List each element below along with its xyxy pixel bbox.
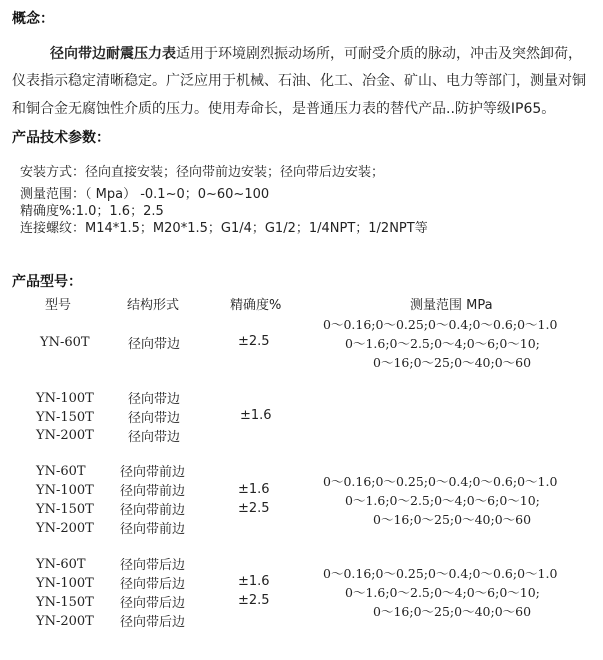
structure-cell: 径向带边 [128,337,181,352]
accuracy-cell: ±2.5 [238,501,270,516]
concept-line-2: 仪表指示稳定清晰稳定。广泛应用于机械、石油、化工、冶金、矿山、电力等部门，测量对铜 [12,73,586,89]
model-cell: YN-100T [36,483,94,498]
structure-cell: 径向带前边 [120,522,186,537]
concept-line-3: 和铜合金无腐蚀性介质的压力。使用寿命长，是普通压力表的替代产品..防护等级IP65。 [12,101,556,117]
accuracy-cell: ±1.6 [238,574,270,589]
range-cell: 0～0.16;0～0.25;0～0.4;0～0.6;0～1.0 [323,317,558,332]
spec-line: 连接螺纹：M14*1.5；M20*1.5；G1/4；G1/2；1/4NPT；1/2NPT等 [20,221,428,236]
range-cell: 0～16;0～25;0～40;0～60 [373,512,532,527]
structure-cell: 径向带后边 [120,558,186,573]
header-accuracy: 精确度% [230,298,282,313]
accuracy-cell: ±2.5 [238,334,270,349]
structure-cell: 径向带边 [128,392,181,407]
specs-heading: 产品技术参数： [12,130,110,146]
structure-cell: 径向带边 [128,430,181,445]
spec-line: 精确度%:1.0；1.6；2.5 [20,204,164,219]
range-cell: 0～0.16;0～0.25;0～0.4;0～0.6;0～1.0 [323,566,558,581]
range-cell: 0～1.6;0～2.5;0～4;0～6;0～10; [345,336,540,351]
structure-cell: 径向带后边 [120,596,186,611]
model-cell: YN-150T [36,502,94,517]
concept-heading: 概念： [12,11,54,27]
accuracy-cell: ±1.6 [240,408,272,423]
structure-cell: 径向带后边 [120,615,186,630]
product-name: 径向带边耐震压力表 [50,46,176,62]
header-structure: 结构形式 [127,298,180,313]
model-cell: YN-200T [36,428,94,443]
model-cell: YN-100T [36,576,94,591]
range-cell: 0～16;0～25;0～40;0～60 [373,604,532,619]
structure-cell: 径向带前边 [120,465,186,480]
concept-line-1-text: 适用于环境剧烈振动场所，可耐受介质的脉动，冲击及突然卸荷， [176,46,582,62]
structure-cell: 径向带前边 [120,503,186,518]
structure-cell: 径向带前边 [120,484,186,499]
spec-line: 安装方式：径向直接安装；径向带前边安装；径向带后边安装； [20,165,385,180]
structure-cell: 径向带边 [128,411,181,426]
range-cell: 0～1.6;0～2.5;0～4;0～6;0～10; [345,493,540,508]
accuracy-cell: ±1.6 [238,482,270,497]
structure-cell: 径向带后边 [120,577,186,592]
model-cell: YN-150T [36,595,94,610]
spec-line: 测量范围：（ Mpa） -0.1~0；0~60~100 [20,187,270,202]
header-range: 测量范围 MPa [410,298,493,313]
accuracy-cell: ±2.5 [238,593,270,608]
model-cell: YN-60T [36,557,86,572]
model-cell: YN-100T [36,391,94,406]
models-heading: 产品型号： [12,274,82,290]
header-model: 型号 [45,298,72,313]
range-cell: 0～0.16;0～0.25;0～0.4;0～0.6;0～1.0 [323,474,558,489]
model-cell: YN-60T [36,464,86,479]
range-cell: 0～16;0～25;0～40;0～60 [373,355,532,370]
concept-line-1 [50,43,582,63]
model-cell: YN-150T [36,410,94,425]
model-cell: YN-200T [36,614,94,629]
range-cell: 0～1.6;0～2.5;0～4;0～6;0～10; [345,585,540,600]
model-cell: YN-60T [40,335,90,350]
model-cell: YN-200T [36,521,94,536]
